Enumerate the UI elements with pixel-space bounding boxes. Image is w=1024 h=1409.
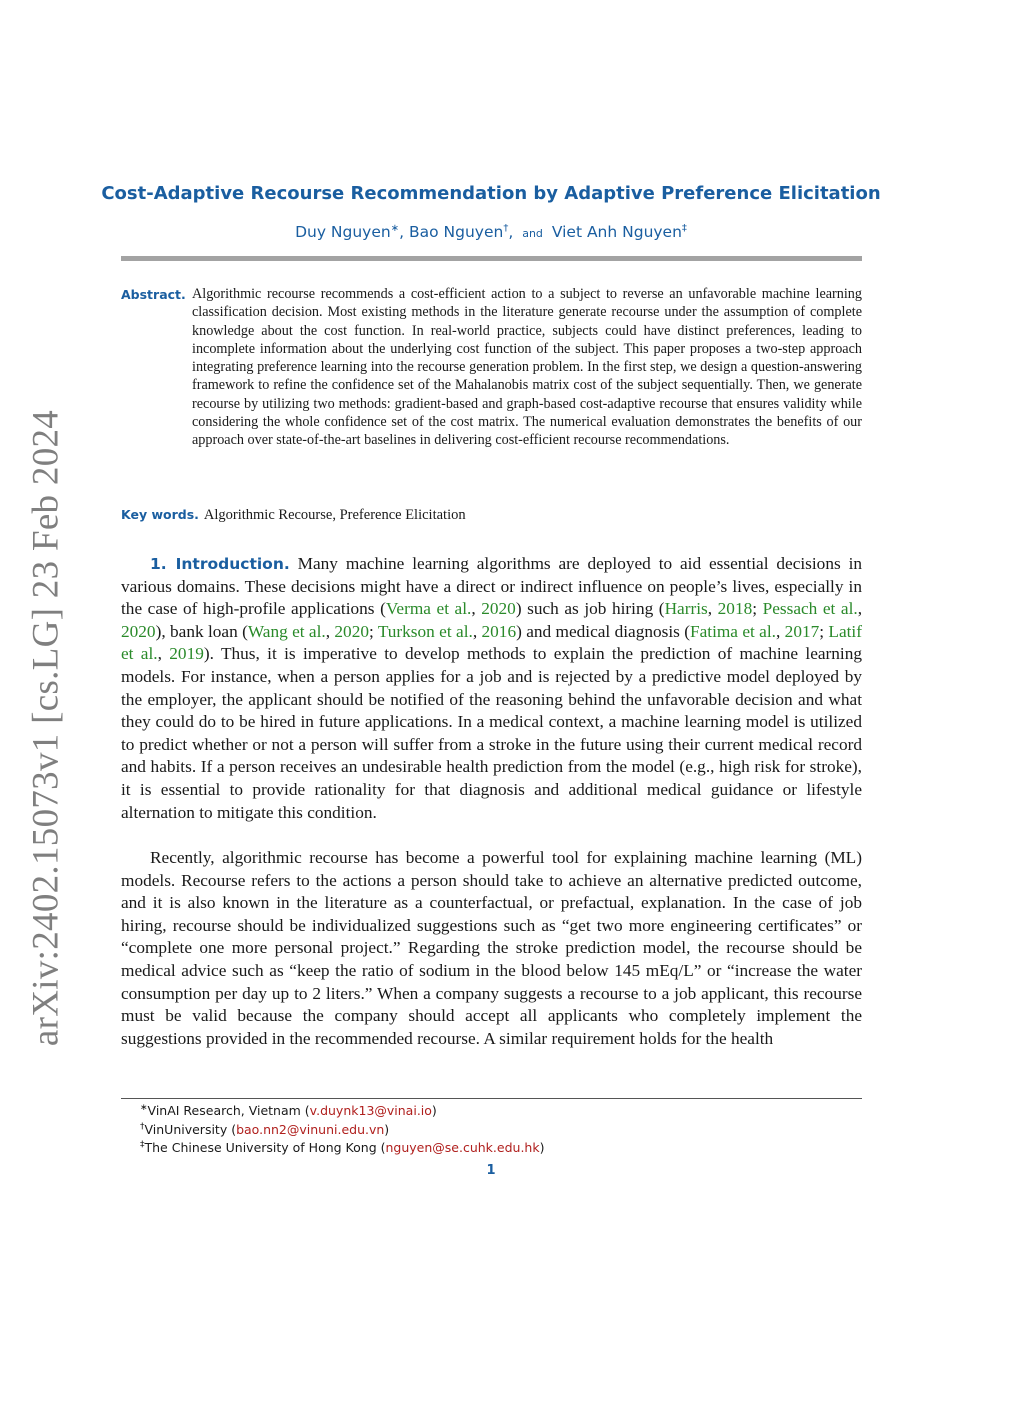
body-text-run: , bbox=[157, 644, 170, 664]
citation-verma-year[interactable]: 2020 bbox=[481, 599, 516, 619]
email-link[interactable]: v.duynk13@vinai.io bbox=[309, 1103, 432, 1118]
footnote-affiliation-2 bbox=[140, 1122, 389, 1137]
keywords-label: Key words. bbox=[121, 507, 199, 522]
author-bao-nguyen[interactable]: Bao Nguyen bbox=[408, 223, 504, 241]
author-mark-2: † bbox=[503, 222, 509, 234]
paper-title: Cost-Adaptive Recourse Recommendation by Adaptive Preference Elicitation bbox=[101, 183, 881, 204]
author-conjunction: and bbox=[522, 227, 543, 240]
author-duy-nguyen[interactable]: Duy Nguyen bbox=[295, 223, 391, 241]
citation-wang-year[interactable]: 2020 bbox=[334, 621, 369, 641]
citation-fatima-year[interactable]: 2017 bbox=[784, 621, 820, 641]
citation-pessach-year[interactable]: 2020 bbox=[121, 621, 156, 641]
body-text-run: Many machine learning algorithms are deployed to aid essential decisions in various domains. These decisions might have a direct or indirect influence on people’s lives, especially in the case of high-profile applications ( bbox=[121, 554, 863, 619]
introduction-paragraph bbox=[121, 553, 862, 824]
author-list bbox=[0, 223, 982, 241]
recourse-paragraph: Recently, algorithmic recourse has become a powerful tool for explaining machine learning (ML) models. Recourse refers to the actions a person should take to achieve an alternative predicted outcome, and it is also known in the literature as a counterfactual, or prefactual, explanation. In the case of job hiring, recourse should be individualized suggestions such as “get two more engineering certificates” or “complete one more personal project.” Regarding the stroke prediction model, the recourse should be medical advice such as “keep the ratio of sodium in the blood below 145 mEq/L” or “increase the water consumption per day up to 2 liters.” When a company suggests a recourse to a job applicant, this recourse must be valid because the company should accept all applicants who completely implement the suggestions provided in the recommended recourse. A similar requirement holds for the health bbox=[121, 848, 862, 1048]
footnote-text: The Chinese University of Hong Kong ( bbox=[144, 1140, 386, 1155]
author-separator: , bbox=[508, 223, 514, 241]
citation-latif[interactable]: Latif et al. bbox=[121, 621, 862, 664]
footnote-divider bbox=[121, 1098, 862, 1099]
body-text-run: ; bbox=[752, 599, 763, 619]
body-text-run: ) and medical diagnosis ( bbox=[516, 621, 690, 641]
footnote-text: VinAI Research, Vietnam ( bbox=[147, 1103, 310, 1118]
arxiv-identifier-stamp: arXiv:2402.15073v1 [cs.LG] 23 Feb 2024 bbox=[25, 409, 67, 1047]
footnote-text: ) bbox=[431, 1103, 437, 1118]
footnote-affiliation-1 bbox=[140, 1103, 437, 1118]
keywords-text: Algorithmic Recourse, Preference Elicitation bbox=[203, 507, 466, 523]
footnote-mark: ∗ bbox=[140, 1102, 148, 1113]
body-text-run: , bbox=[857, 599, 863, 619]
section-heading-introduction: 1. Introduction. bbox=[150, 555, 290, 573]
keywords-line bbox=[121, 507, 466, 524]
body-text-run: ; bbox=[368, 621, 378, 641]
body-text-run: ; bbox=[819, 621, 829, 641]
citation-wang[interactable]: Wang et al. bbox=[247, 621, 326, 641]
author-mark-1: ∗ bbox=[390, 222, 400, 234]
citation-fatima[interactable]: Fatima et al. bbox=[689, 621, 776, 641]
page-number: 1 bbox=[486, 1163, 496, 1178]
title-divider bbox=[121, 256, 862, 261]
footnote-mark: ‡ bbox=[140, 1139, 145, 1150]
author-viet-anh-nguyen[interactable]: Viet Anh Nguyen bbox=[551, 223, 682, 241]
email-link[interactable]: bao.nn2@vinuni.edu.vn bbox=[236, 1122, 385, 1137]
body-text-run: , bbox=[471, 599, 482, 619]
body-text-run: ). Thus, it is imperative to develop methods to explain the prediction of machine learning models. For instance, when a person applies for a job and is rejected by a predictive model deployed by the employer, the applicant should be notified of the reasoning behind the unfavorable decision and what they could do to be hired in future applications. In a medical context, a machine learning model is utilized to predict whether or not a person will suffer from a stroke in the future using their current medical record and habits. If a person receives an undesirable health prediction from the model (e.g., high risk for stroke), it is essential to provide rationality for that diagnosis and additional medical guidance or lifestyle alternation to mitigate this condition. bbox=[121, 644, 863, 822]
citation-pessach[interactable]: Pessach et al. bbox=[762, 599, 858, 619]
body-text-run: ) such as job hiring ( bbox=[515, 599, 665, 619]
body-text-run: , bbox=[707, 599, 718, 619]
footnote-text: ) bbox=[539, 1140, 545, 1155]
citation-latif-year[interactable]: 2019 bbox=[169, 644, 204, 664]
author-separator: , bbox=[399, 223, 405, 241]
citation-harris[interactable]: Harris bbox=[664, 599, 708, 619]
citation-verma[interactable]: Verma et al. bbox=[385, 599, 472, 619]
author-mark-3: ‡ bbox=[681, 222, 687, 234]
abstract-label: Abstract. bbox=[121, 287, 186, 302]
citation-harris-year[interactable]: 2018 bbox=[717, 599, 753, 619]
citation-turkson[interactable]: Turkson et al. bbox=[377, 621, 473, 641]
abstract-text: Algorithmic recourse recommends a cost-efficient action to a subject to reverse an unfavorable machine learning classification decision. Most existing methods in the literature generate recourse under the assumption of complete knowledge about the cost function. In real-world practice, subjects could have distinct preferences, leading to incomplete information about the underlying cost function of the subject. This paper proposes a two-step approach integrating preference learning into the recourse generation problem. In the first step, we design a question-answering framework to refine the confidence set of the Mahalanobis matrix cost of the subject sequentially. Then, we generate recourse by utilizing two methods: gradient-based and graph-based cost-adaptive recourse that ensures validity while considering the whole confidence set of the cost matrix. The numerical evaluation demonstrates the benefits of our approach over state-of-the-art baselines in delivering cost-efficient recourse recommendations. bbox=[192, 286, 862, 449]
body-text-run: , bbox=[325, 621, 335, 641]
citation-turkson-year[interactable]: 2016 bbox=[481, 621, 517, 641]
body-text-run: , bbox=[472, 621, 482, 641]
body-text-run: , bbox=[775, 621, 785, 641]
body-text-run: ), bank loan ( bbox=[155, 621, 248, 641]
footnote-mark: † bbox=[140, 1121, 145, 1132]
footnote-text: VinUniversity ( bbox=[144, 1122, 237, 1137]
footnote-affiliation-3 bbox=[140, 1140, 544, 1155]
email-link[interactable]: nguyen@se.cuhk.edu.hk bbox=[385, 1140, 540, 1155]
footnote-text: ) bbox=[384, 1122, 390, 1137]
